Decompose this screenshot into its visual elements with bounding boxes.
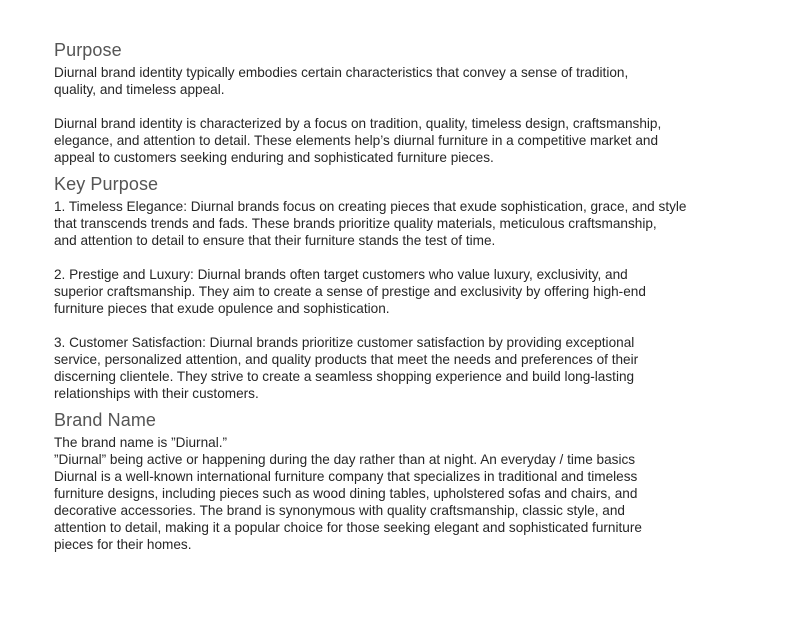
brand-name-paragraph-2: ”Diurnal” being active or happening during the day rather than at night. An everyday / time basics Diurnal is a well-known international furniture company that specializes in traditional and timeless furniture designs, including pieces such as wood dining tables, upholstered sofas and chairs, and decorative accessories. The brand is synonymous with quality craftsmanship, classic style, and attention to detail, making it a popular choice for those seeking elegant and sophisticated furniture pieces for their homes.: [54, 452, 642, 552]
document-body: [54, 38, 774, 553]
brand-name-paragraph-1: The brand name is ”Diurnal.”: [54, 435, 228, 450]
key-purpose-item-1: 1. Timeless Elegance: Diurnal brands focus on creating pieces that exude sophistication, grace, and style that transcends trends and fads. These brands prioritize quality materials, meticulous craftsmanship, and attention to detail to ensure that their furniture stands the test of time.: [54, 199, 687, 248]
key-purpose-item-2: 2. Prestige and Luxury: Diurnal brands often target customers who value luxury, exclusivity, and superior craftsmanship. They aim to create a sense of prestige and exclusivity by offering high-end furniture pieces that exude opulence and sophistication.: [54, 267, 646, 316]
key-purpose-heading: Key Purpose: [54, 174, 159, 194]
purpose-heading: Purpose: [54, 40, 122, 60]
brand-name-heading: Brand Name: [54, 410, 157, 430]
key-purpose-item-3: 3. Customer Satisfaction: Diurnal brands prioritize customer satisfaction by providing exceptional service, personalized attention, and quality products that meet the needs and preferences of their discerning clientele. They strive to create a seamless shopping experience and build long-lasting relationships with their customers.: [54, 335, 639, 401]
purpose-paragraph-1: Diurnal brand identity typically embodies certain characteristics that convey a sense of tradition, quality, and timeless appeal.: [54, 65, 629, 97]
purpose-paragraph-2: Diurnal brand identity is characterized by a focus on tradition, quality, timeless design, craftsmanship, elegance, and attention to detail. These elements help’s diurnal furniture in a competitive market and appeal to customers seeking enduring and sophisticated furniture pieces.: [54, 116, 662, 165]
